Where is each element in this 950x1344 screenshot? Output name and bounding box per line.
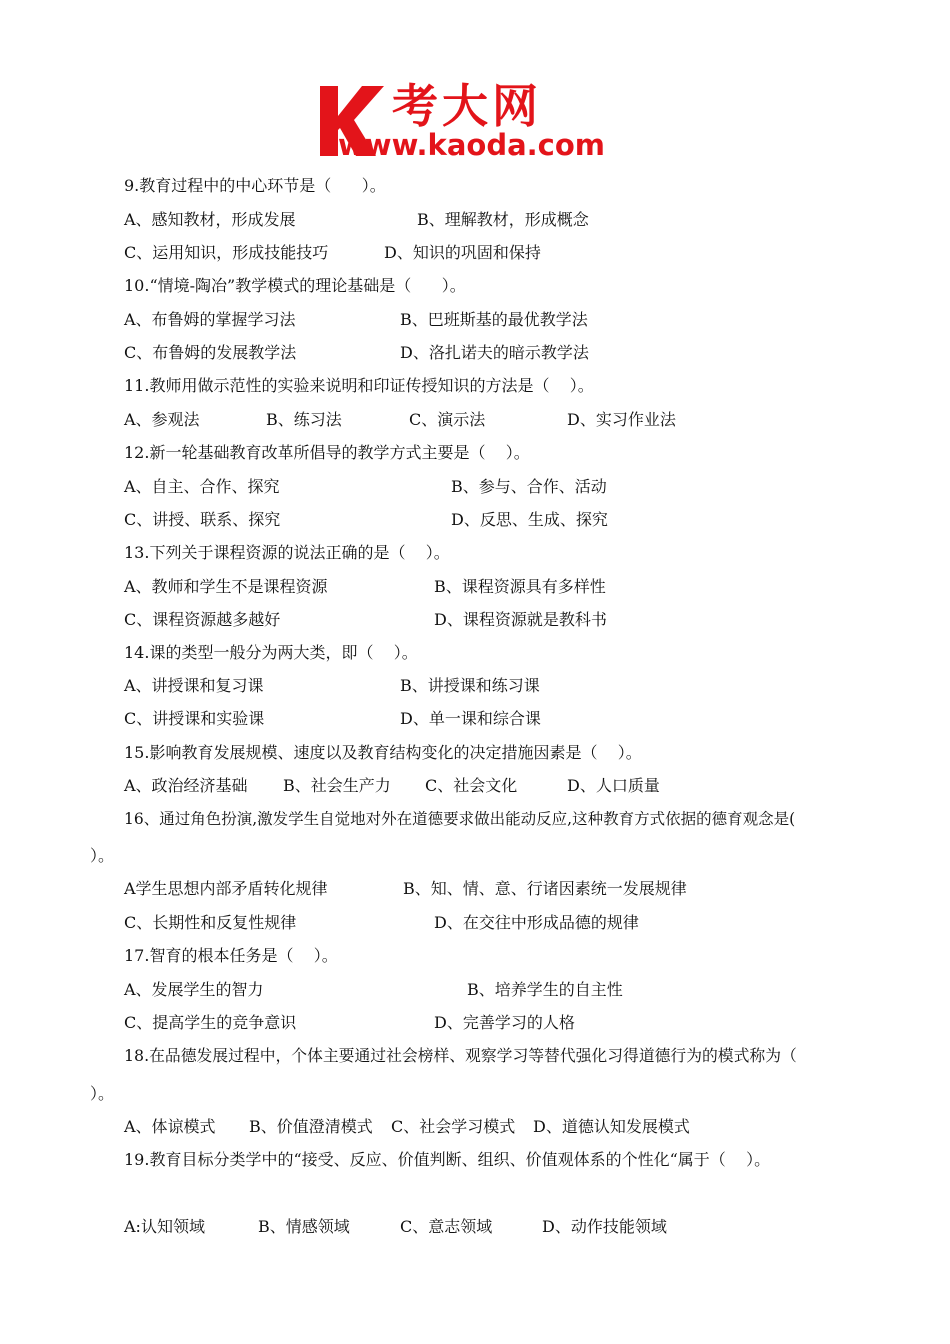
kaoda-logo — [318, 80, 648, 162]
option-17d: D、完善学习的人格 — [434, 1013, 575, 1032]
option-11b: B、练习法 — [266, 410, 342, 429]
option-11a: A、参观法 — [124, 410, 200, 429]
option-13d: D、课程资源就是教科书 — [434, 610, 607, 629]
option-12d: D、反思、生成、探究 — [451, 510, 608, 529]
question-19: 19.教育目标分类学中的“接受、反应、价值判断、组织、价值观体系的个性化“属于（ ）。 — [124, 1150, 771, 1169]
option-14c: C、讲授课和实验课 — [124, 709, 265, 728]
option-13b: B、课程资源具有多样性 — [434, 577, 606, 596]
option-18a: A、体谅模式 — [124, 1117, 216, 1136]
option-9d: D、知识的巩固和保持 — [384, 243, 541, 262]
option-10b: B、巴班斯基的最优教学法 — [400, 310, 588, 329]
option-18d: D、道德认知发展模式 — [533, 1117, 690, 1136]
option-14b: B、讲授课和练习课 — [400, 676, 540, 695]
option-15b: B、社会生产力 — [283, 776, 391, 795]
option-17b: B、培养学生的自主性 — [467, 980, 623, 999]
option-9a: A、感知教材，形成发展 — [124, 210, 296, 229]
option-18c: C、社会学习模式 — [391, 1117, 516, 1136]
option-17a: A、发展学生的智力 — [124, 980, 264, 999]
logo-chinese-text: 考大网 — [392, 79, 542, 133]
option-14a: A、讲授课和复习课 — [124, 676, 264, 695]
option-12a: A、自主、合作、探究 — [124, 477, 280, 496]
option-16c: C、长期性和反复性规律 — [124, 913, 297, 932]
option-13c: C、课程资源越多越好 — [124, 610, 281, 629]
option-15a: A、政治经济基础 — [124, 776, 248, 795]
option-10d: D、洛扎诺夫的暗示教学法 — [400, 343, 589, 362]
option-13a: A、教师和学生不是课程资源 — [124, 577, 328, 596]
option-19d: D、动作技能领域 — [542, 1217, 667, 1236]
option-16a: A学生思想内部矛盾转化规律 — [124, 879, 328, 898]
logo-url-text: www.kaoda.com — [338, 128, 605, 162]
question-16-continued: ）。 — [90, 846, 115, 865]
question-13: 13.下列关于课程资源的说法正确的是（ ）。 — [124, 543, 450, 562]
option-10a: A、布鲁姆的掌握学习法 — [124, 310, 296, 329]
option-19b: B、情感领域 — [258, 1217, 350, 1236]
option-12b: B、参与、合作、活动 — [451, 477, 607, 496]
option-16b: B、知、情、意、行诸因素统一发展规律 — [403, 879, 687, 898]
question-10: 10.“情境-陶冶”教学模式的理论基础是（ ）。 — [124, 276, 466, 295]
option-10c: C、布鲁姆的发展教学法 — [124, 343, 297, 362]
question-16: 16、通过角色扮演,激发学生自觉地对外在道德要求做出能动反应,这种教育方式依据的德育观念是( — [124, 810, 796, 828]
question-18-continued: ）。 — [90, 1084, 115, 1103]
option-15d: D、人口质量 — [567, 776, 660, 795]
option-11c: C、演示法 — [409, 410, 486, 429]
question-11: 11.教师用做示范性的实验来说明和印证传授知识的方法是（ ）。 — [124, 376, 594, 395]
option-19c: C、意志领域 — [400, 1217, 493, 1236]
option-12c: C、讲授、联系、探究 — [124, 510, 281, 529]
option-16d: D、在交往中形成品德的规律 — [434, 913, 639, 932]
question-17: 17.智育的根本任务是（ ）。 — [124, 946, 338, 965]
question-9: 9.教育过程中的中心环节是（ ）。 — [124, 176, 386, 195]
option-19a: A:认知领域 — [124, 1217, 205, 1236]
option-14d: D、单一课和综合课 — [400, 709, 541, 728]
option-9b: B、理解教材，形成概念 — [417, 210, 589, 229]
option-18b: B、价值澄清模式 — [249, 1117, 373, 1136]
question-18: 18.在品德发展过程中，个体主要通过社会榜样、观察学习等替代强化习得道德行为的模式称为（ — [124, 1046, 797, 1065]
option-17c: C、提高学生的竞争意识 — [124, 1013, 297, 1032]
question-14: 14.课的类型一般分为两大类，即（ ）。 — [124, 643, 418, 662]
option-15c: C、社会文化 — [425, 776, 518, 795]
option-11d: D、实习作业法 — [567, 410, 676, 429]
option-9c: C、运用知识，形成技能技巧 — [124, 243, 329, 262]
question-15: 15.影响教育发展规模、速度以及教育结构变化的决定措施因素是（ ）。 — [124, 743, 642, 762]
question-12: 12.新一轮基础教育改革所倡导的教学方式主要是（ ）。 — [124, 443, 530, 462]
